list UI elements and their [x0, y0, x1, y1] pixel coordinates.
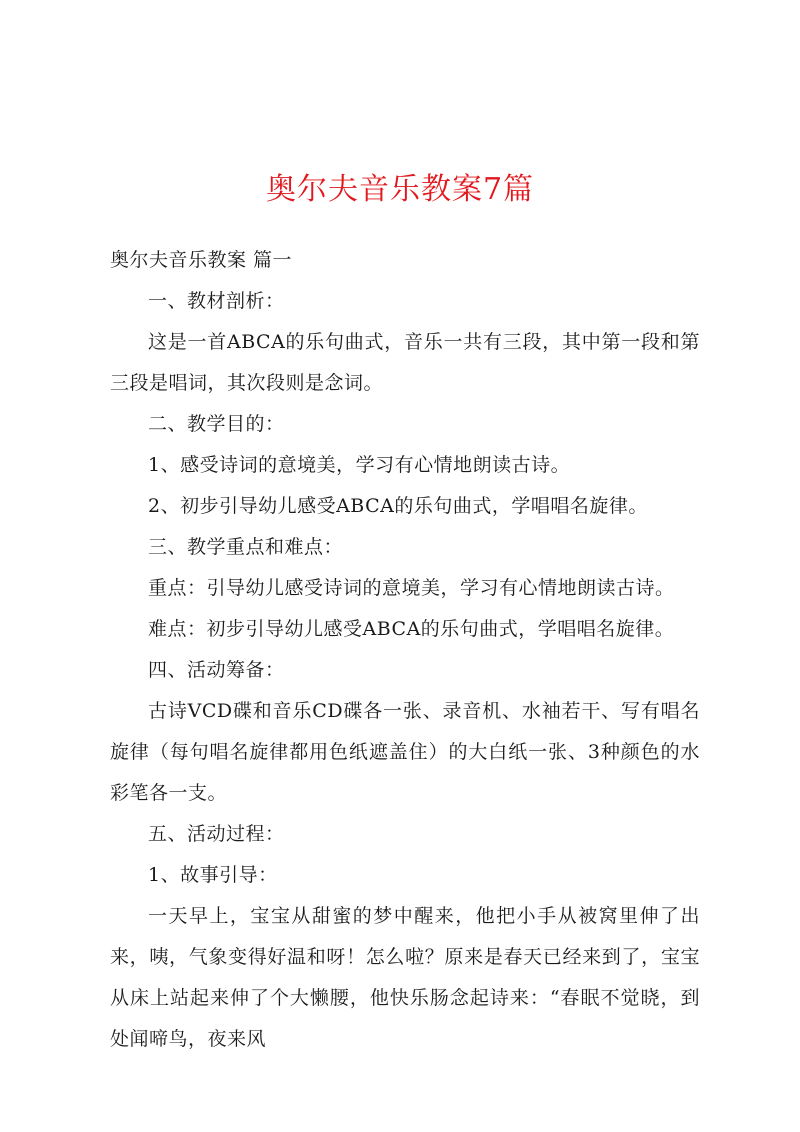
- key-point-difficulty: 难点：初步引导幼儿感受ABCA的乐句曲式，学唱唱名旋律。: [148, 618, 675, 640]
- heading-key-points: 三、教学重点和难点：: [148, 536, 344, 558]
- heading-activity-process: 五、活动过程：: [148, 823, 285, 845]
- document-title: 奥尔夫音乐教案7篇: [265, 172, 535, 207]
- paragraph-preparation: 古诗VCD碟和音乐CD碟各一张、录音机、水袖若干、写有唱名旋律（每句唱名旋律都用色纸遮盖住）的大白纸一张、3种颜色的水彩笔各一支。: [110, 700, 700, 804]
- section-heading: 奥尔夫音乐教案 篇一: [110, 249, 293, 271]
- heading-teaching-goals: 二、教学目的：: [148, 413, 285, 435]
- goal-item-1: 1、感受诗词的意境美，学习有心情地朗读古诗。: [148, 454, 571, 476]
- paragraph-story: 一天早上，宝宝从甜蜜的梦中醒来，他把小手从被窝里伸了出来，咦，气象变得好温和呀！怎么啦？原来是春天已经来到了，宝宝从床上站起来伸了个大懒腰，他快乐肠念起诗来：“春眠不觉晓，到处闻啼鸟，夜来风: [110, 905, 700, 1050]
- key-point-focus: 重点：引导幼儿感受诗词的意境美，学习有心情地朗读古诗。: [148, 577, 675, 599]
- process-step-1: 1、故事引导：: [148, 864, 278, 886]
- heading-teaching-analysis: 一、教材剖析：: [148, 290, 285, 312]
- heading-preparation: 四、活动筹备：: [148, 659, 285, 681]
- paragraph-teaching-analysis: 这是一首ABCA的乐句曲式，音乐一共有三段，其中第一段和第三段是唱词，其次段则是念词。: [110, 331, 700, 394]
- goal-item-2: 2、初步引导幼儿感受ABCA的乐句曲式，学唱唱名旋律。: [148, 495, 648, 517]
- document-body: [110, 240, 700, 1060]
